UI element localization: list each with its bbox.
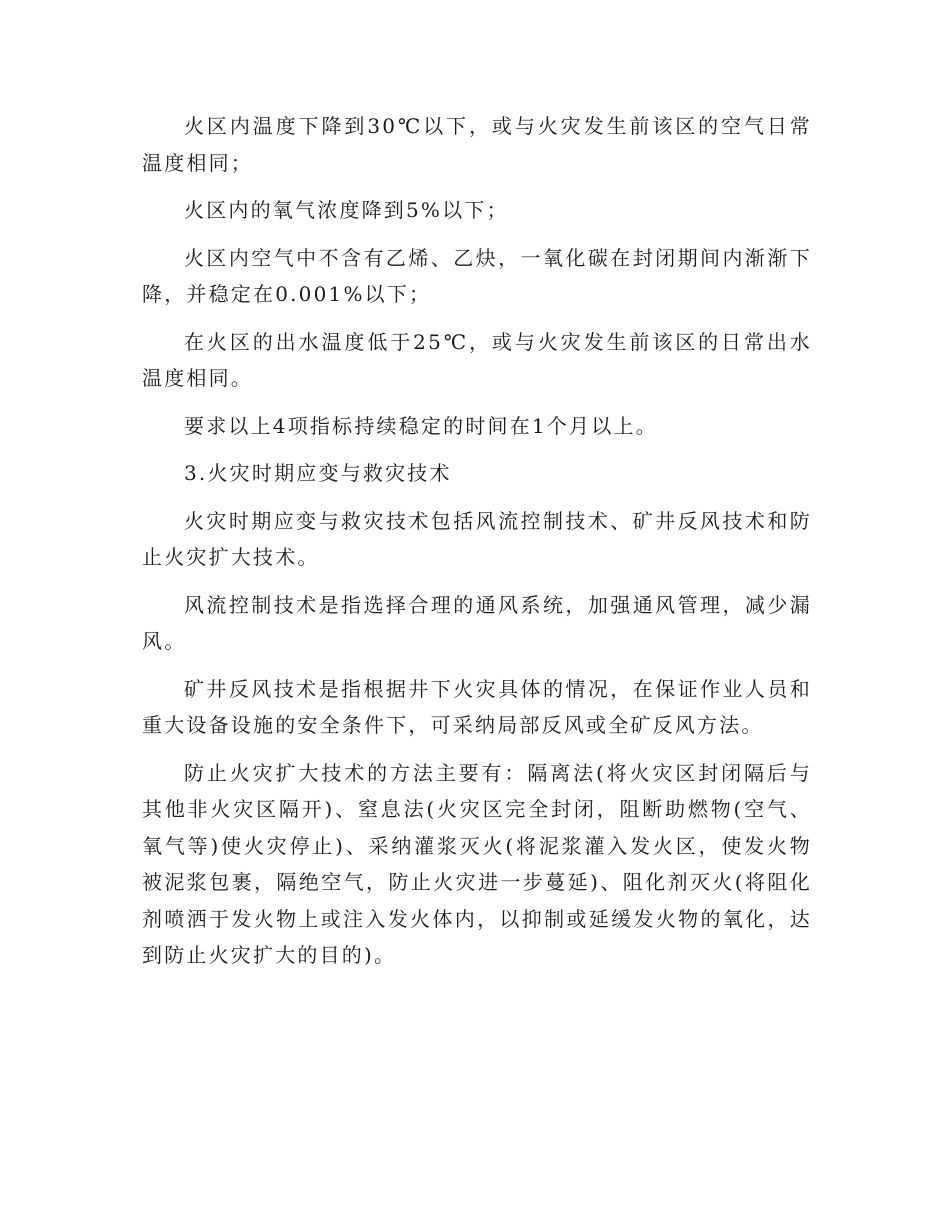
paragraph-reverse-ventilation: 矿井反风技术是指根据井下火灾具体的情况，在保证作业人员和重大设备设施的安全条件下，可采纳局部反风或全矿反风方法。 — [142, 676, 812, 737]
paragraph-duration: 要求以上4项指标持续稳定的时间在1个月以上。 — [184, 413, 658, 438]
paragraph-airflow-control: 风流控制技术是指选择合理的通风系统，加强通风管理，减少漏风。 — [142, 592, 812, 653]
paragraph-water-temperature: 在火区的出水温度低于25℃，或与火灾发生前该区的日常出水温度相同。 — [142, 329, 812, 390]
paragraph-fire-spread-prevention: 防止火灾扩大技术的方法主要有：隔离法(将火灾区封闭隔后与其他非火灾区隔开)、窒息法(火灾区完全封闭，阻断助燃物(空气、氧气等)使火灾停止)、采纳灌浆灭火(将泥浆灌入发火区，使发火物被泥浆包裹，隔绝空气，防止火灾进一步蔓延)、阻化剂灭火(将阻化剂喷洒于发火物上或注入发火体内，以抑制或延缓发火物的氧化，达到防止火灾扩大的目的)。 — [142, 760, 812, 967]
paragraph-gases: 火区内空气中不含有乙烯、乙炔，一氧化碳在封闭期间内渐渐下降，并稳定在0.001%以下； — [142, 245, 812, 306]
paragraph-temperature: 火区内温度下降到30℃以下，或与火灾发生前该区的空气日常温度相同； — [142, 114, 812, 175]
section-heading: 3.火灾时期应变与救灾技术 — [184, 461, 452, 485]
document-body — [142, 108, 812, 974]
paragraph-techniques: 火灾时期应变与救灾技术包括风流控制技术、矿井反风技术和防止火灾扩大技术。 — [142, 508, 812, 569]
paragraph-oxygen: 火区内的氧气浓度降到5%以下； — [184, 198, 509, 222]
